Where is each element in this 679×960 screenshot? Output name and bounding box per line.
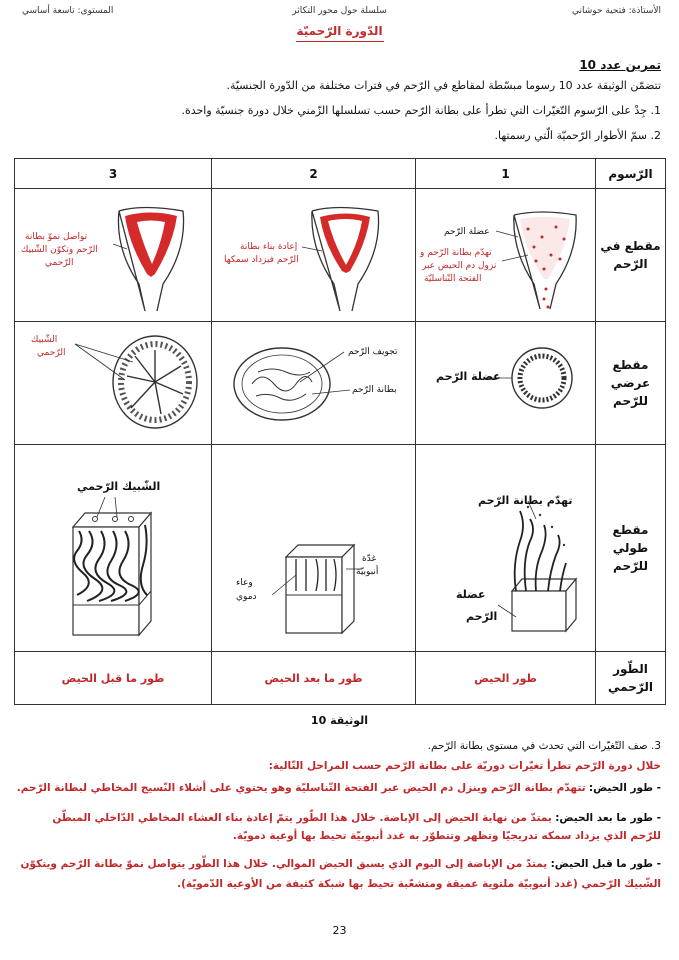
row-label-cross: مقطع عرضي للرّحم bbox=[596, 322, 666, 445]
answer-premenstrual-body2: الشّبيك الرّحمي (غدد أنبوبيّة ملتوية عميقة ومتشعّبة تحيط بها شبكة كثيفة من الأوعية الدّمويّة). bbox=[177, 878, 661, 890]
label-r3c1-muscle-2: الرّحم bbox=[466, 610, 498, 623]
label-r3c2-gland-1: غدّة bbox=[362, 554, 377, 564]
cell-r3-c3 bbox=[15, 445, 212, 652]
level-label: المستوى: تاسعة أساسي bbox=[22, 6, 114, 16]
label-r1c1-line1: تهدّم بطانة الرّحم و bbox=[420, 248, 492, 258]
answer-menstrual bbox=[11, 780, 661, 797]
teacher-name: الأستاذة: فتحية حوشاني bbox=[572, 6, 661, 16]
exercise-heading: تمرين عدد 10 bbox=[579, 58, 661, 72]
series-title: سلسلة حول محور التكاثر bbox=[292, 6, 387, 16]
page-title: الدّورة الرّحميّة bbox=[296, 24, 383, 38]
longitudinal-section-diagram-3 bbox=[15, 445, 212, 652]
label-r1c2-line2: الرّحم فيزداد سمكها bbox=[224, 255, 299, 265]
answer-premenstrual bbox=[11, 856, 661, 873]
answer-premenstrual-body1: يمتدّ من الإباضة إلى اليوم الذي يسبق الحيض الموالي. خلال هذا الطّور يتواصل نموّ بطانة الرّحم ويتكوّن bbox=[20, 858, 548, 870]
column-header-2: 2 bbox=[212, 159, 416, 189]
answer-menstrual-body: تتهدّم بطانة الرّحم وينزل دم الحيض عبر الفتحة التّناسليّة وهو يحتوي على أشلاء النّسيج المخاطي لبطانة الرّحم. bbox=[16, 782, 586, 794]
row-label-stage: الطّور الرّحمي bbox=[596, 652, 666, 705]
corner-header: الرّسوم bbox=[596, 159, 666, 189]
row-label-sagittal: مقطع في الرّحم bbox=[596, 189, 666, 322]
exercise-intro: تتضمّن الوثيقة عدد 10 رسوما مبسّطة لمقاطع في الرّحم في فترات مختلفة من الدّورة الجنسيّة. bbox=[226, 79, 661, 92]
cell-r2-c2 bbox=[212, 322, 416, 445]
label-r2c2-cavity: تجويف الرّحم bbox=[348, 347, 398, 357]
row-label-longitudinal: مقطع طولي للرّحم bbox=[596, 445, 666, 652]
answer-menstrual-head: - طور الحيض: bbox=[588, 782, 661, 794]
label-r1c1-line2: نزول دم الحيض عبر bbox=[422, 261, 497, 271]
column-header-3: 3 bbox=[15, 159, 212, 189]
column-header-1: 1 bbox=[416, 159, 596, 189]
answer-postmenstrual-body1: يمتدّ من نهاية الحيض إلى الإباضة. خلال هذا الطّور يتمّ إعادة بناء الغشاء المخاطي الدّاخلي المبطّن bbox=[52, 812, 552, 824]
stage-premenstrual: طور ما قبل الحيض bbox=[15, 652, 212, 705]
cell-r1-c2 bbox=[212, 189, 416, 322]
answer-intro: خلال دورة الرّحم تطرأ تغيّرات دوريّة على بطانة الرّحم حسب المراحل التّالية: bbox=[268, 760, 661, 772]
cell-r3-c2 bbox=[212, 445, 416, 652]
label-r2c3-line1: الشّبيك bbox=[31, 335, 58, 345]
uterus-stages-table bbox=[14, 158, 666, 705]
longitudinal-section-diagram-1 bbox=[416, 445, 596, 652]
document-label: الوثيقة 10 bbox=[310, 714, 369, 727]
page-number: 23 bbox=[332, 924, 347, 937]
label-r1c3-line1: تواصل نموّ بطانة bbox=[25, 232, 88, 242]
cell-r2-c3 bbox=[15, 322, 212, 445]
stage-menstrual: طور الحيض bbox=[416, 652, 596, 705]
label-r2c2-lining: بطانة الرّحم bbox=[352, 385, 397, 395]
cell-r2-c1 bbox=[416, 322, 596, 445]
label-r2c1-muscle: عضلة الرّحم bbox=[436, 370, 501, 383]
cell-r1-c1 bbox=[416, 189, 596, 322]
answer-premenstrual-head: - طور ما قبل الحيض: bbox=[550, 858, 661, 870]
label-r1c2-line1: إعادة بناء بطانة bbox=[240, 242, 298, 252]
question-1: 1. جِدْ على الرّسوم التّغيّرات التي تطرأ على بطانة الرّحم حسب تسلسلها الزّمني خلال دورة جنسيّة واحدة. bbox=[181, 104, 661, 117]
cell-r1-c3 bbox=[15, 189, 212, 322]
label-r1c3-line3: الرّحمي bbox=[45, 258, 74, 268]
label-r3c1-break: تهدّم بطانة الرّحم bbox=[478, 494, 573, 507]
question-3: 3. صف التّغيّرات التي تحدث في مستوى بطانة الرّحم. bbox=[427, 740, 661, 752]
label-r1c3-line2: الرّحم وتكوّن الشّبيك bbox=[21, 245, 98, 255]
label-r3c2-vessel-1: وعاء bbox=[236, 578, 253, 588]
answer-postmenstrual-body2: للرّحم الذي يزداد سمكه تدريجيّا وتظهر وتتطوّر به غدد أنبوبيّة تحيط بها أوعية دمويّة. bbox=[232, 830, 661, 842]
stage-postmenstrual: طور ما بعد الحيض bbox=[212, 652, 416, 705]
question-2: 2. سمّ الأطوار الرّحميّة الّتي رسمتها. bbox=[494, 129, 661, 142]
cross-section-diagram-1 bbox=[416, 322, 596, 445]
answer-postmenstrual-head: - طور ما بعد الحيض: bbox=[555, 812, 661, 824]
label-r3c2-gland-2: أنبوبيّة bbox=[356, 567, 379, 577]
label-r3c3-net: الشّبيك الرّحمي bbox=[77, 480, 161, 493]
label-r1c1-muscle: عضلة الرّحم bbox=[444, 227, 490, 237]
title-underline bbox=[296, 41, 384, 42]
answer-postmenstrual bbox=[11, 810, 661, 827]
label-r1c1-line3: الفتحة التّناسليّة bbox=[424, 274, 482, 284]
label-r3c1-muscle-1: عضلة bbox=[456, 588, 486, 601]
longitudinal-section-diagram-2 bbox=[212, 445, 416, 652]
label-r3c2-vessel-2: دموي bbox=[236, 592, 257, 602]
cell-r3-c1 bbox=[416, 445, 596, 652]
label-r2c3-line2: الرّحمي bbox=[37, 348, 66, 358]
